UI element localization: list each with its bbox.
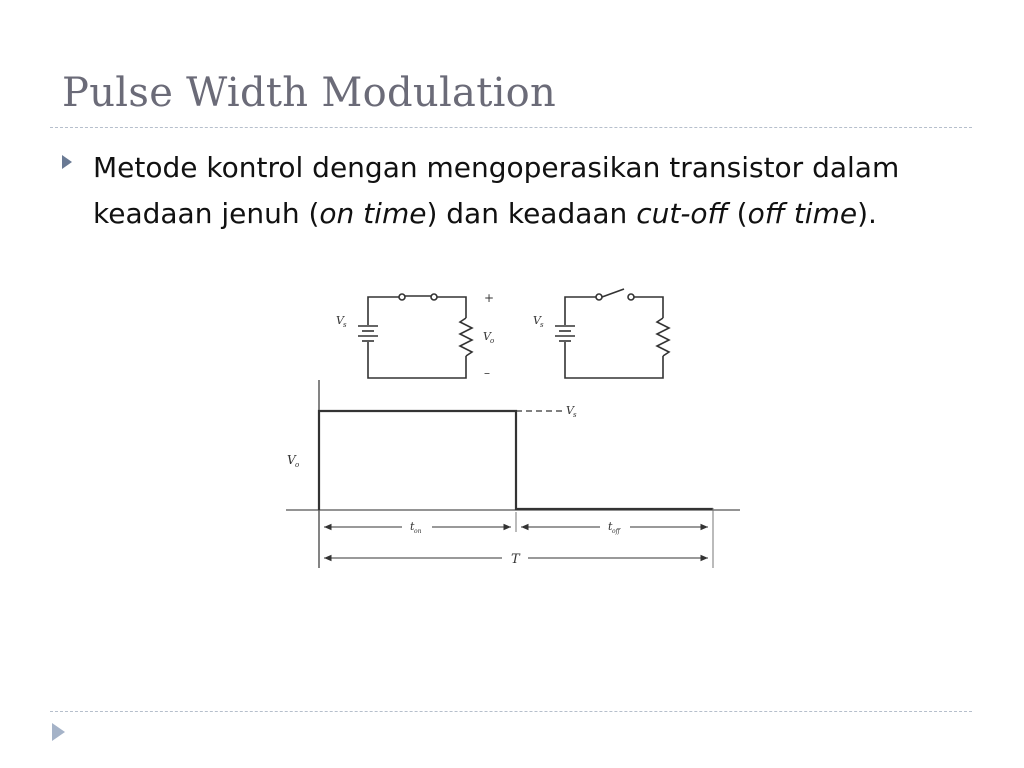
vs-level-label: V [566, 404, 574, 417]
footer-divider [50, 711, 972, 712]
off-time-term: off time [747, 197, 858, 230]
ton-sub: on [414, 528, 422, 535]
period-label: T [511, 552, 520, 567]
bullet-line-2-part: ) dan keadaan [426, 197, 637, 230]
plus-terminal: + [484, 291, 495, 305]
ton-label: t [410, 520, 415, 533]
vs-sub-2: s [540, 321, 544, 329]
bullet-line-2-part: keadaan jenuh ( [93, 197, 320, 230]
circuit-switch-on [358, 294, 472, 378]
minus-terminal: – [484, 366, 490, 380]
title-divider [50, 127, 972, 128]
pwm-waveform [286, 380, 740, 568]
toff-sub: off [612, 528, 620, 535]
vo-axis-sub: o [295, 461, 300, 469]
vs-label-2: V [533, 314, 541, 327]
cut-off-term: cut-off [636, 197, 728, 230]
vs-level-sub: s [573, 411, 577, 419]
pwm-diagram [280, 280, 750, 580]
bullet-text [93, 145, 993, 237]
circuit-switch-off [555, 289, 669, 378]
vo-axis-label: V [287, 453, 296, 467]
slide-title: Pulse Width Modulation [62, 70, 557, 116]
bullet-line-2-part: ( [727, 197, 748, 230]
on-time-term: on time [319, 197, 427, 230]
bullet-line-2-part: ). [857, 197, 877, 230]
vs-sub-1: s [343, 321, 347, 329]
bullet-arrow-icon [62, 155, 72, 169]
toff-label: t [608, 520, 613, 533]
vo-label-circuit: V [483, 330, 491, 343]
bullet-line-1: Metode kontrol dengan mengoperasikan transistor dalam [93, 151, 900, 184]
vo-sub-circuit: o [490, 337, 495, 345]
vs-label-1: V [336, 314, 344, 327]
next-slide-icon[interactable] [52, 723, 65, 741]
